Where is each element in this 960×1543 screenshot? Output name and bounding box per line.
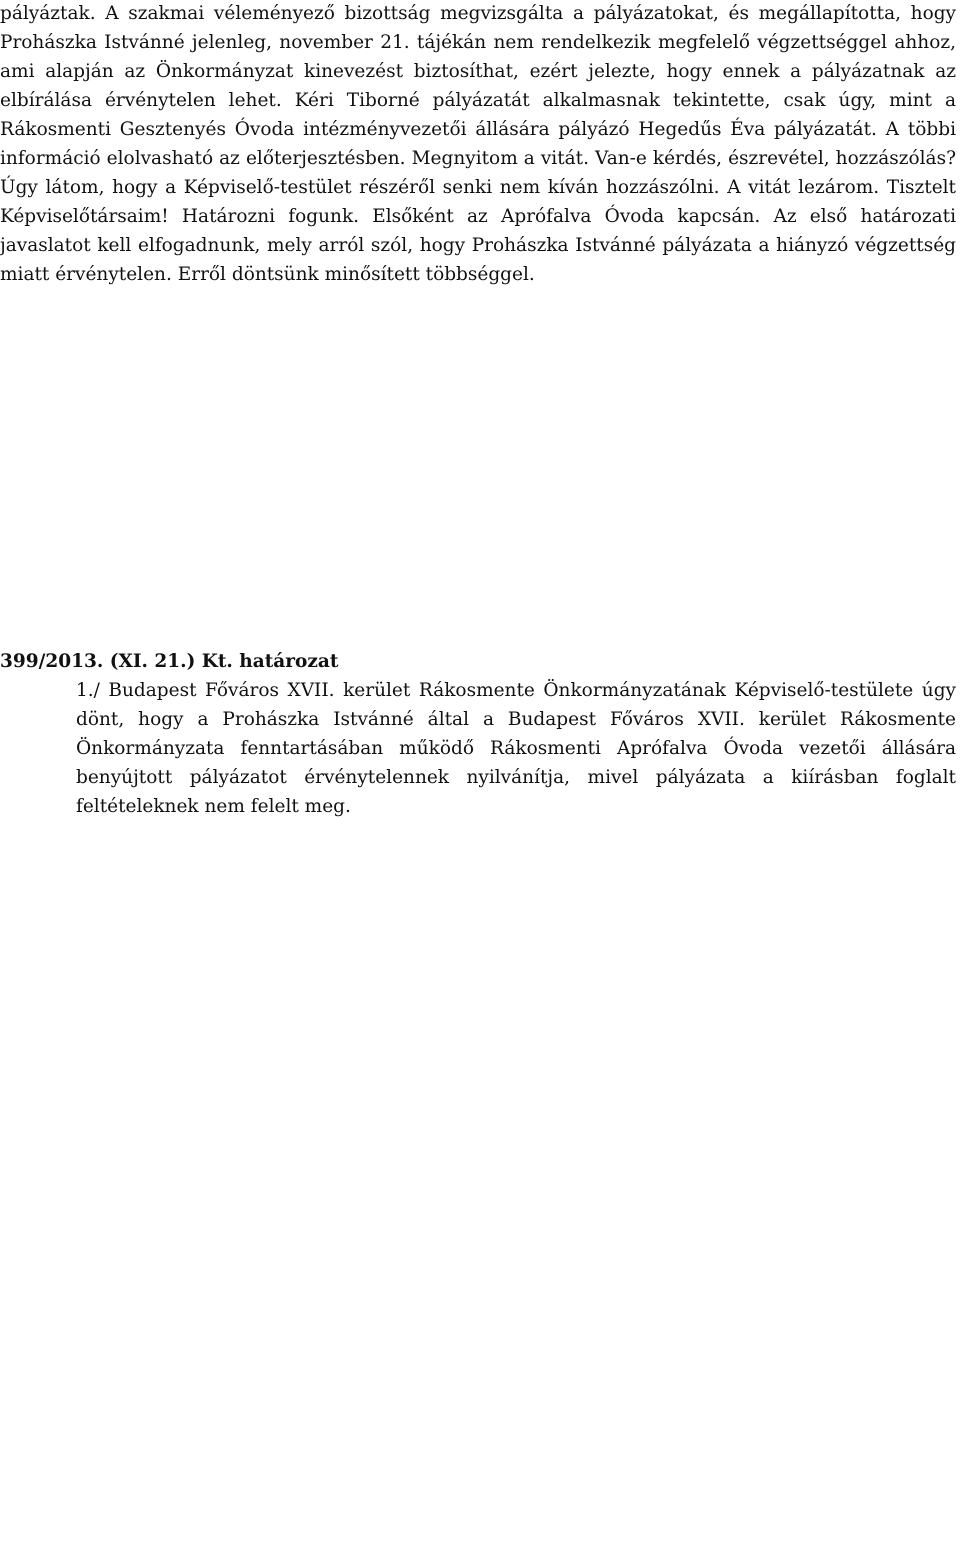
resolution-399-heading: 399/2013. (XI. 21.) Kt. határozat [0,651,339,672]
intro-paragraph: pályáztak. A szakmai véleményező bizottság megvizsgálta a pályázatokat, és megállapította, hogy Prohászka Istvánné jelenleg, november 21. tájékán nem rendelkezik megfelelő végzettséggel ahhoz, ami alapján az Önkormányzat kinevezést biztosíthat, ezért jelezte, hogy ennek a pályázatnak az elbírálása érvénytelen lehet. Kéri Tiborné pályázatát alkalmasnak tekintette, csak úgy, mint a Rákosmenti Gesztenyés Óvoda intézményvezetői állására pályázó Hegedűs Éva pályázatát. A többi információ elolvasható az előterjesztésben. Megnyitom a vitát. Van-e kérdés, észrevétel, hozzászólás? Úgy látom, hogy a Képviselő-testület részéről senki nem kíván hozzászólni. A vitát lezárom. Tisztelt Képviselőtársaim! Határozni fogunk. Elsőként az Aprófalva Óvoda kapcsán. Az első határozati javaslatot kell elfogadnunk, mely arról szól, hogy Prohászka Istvánné pályázata a hiányzó végzettség miatt érvénytelen. Erről döntsünk minősített többséggel. [0,3,956,285]
resolution-399-point-1: 1./ Budapest Főváros XVII. kerület Rákosmente Önkormányzatának Képviselő-testülete úgy dönt, hogy a Prohászka Istvánné által a Budapest Főváros XVII. kerület Rákosmente Önkormányzata fenntartásában működő Rákosmenti Aprófalva Óvoda vezetői állására benyújtott pályázatot érvénytelennek nyilvánítja, mivel pályázata a kiírásban foglalt feltételeknek nem felelt meg. [76,680,956,817]
